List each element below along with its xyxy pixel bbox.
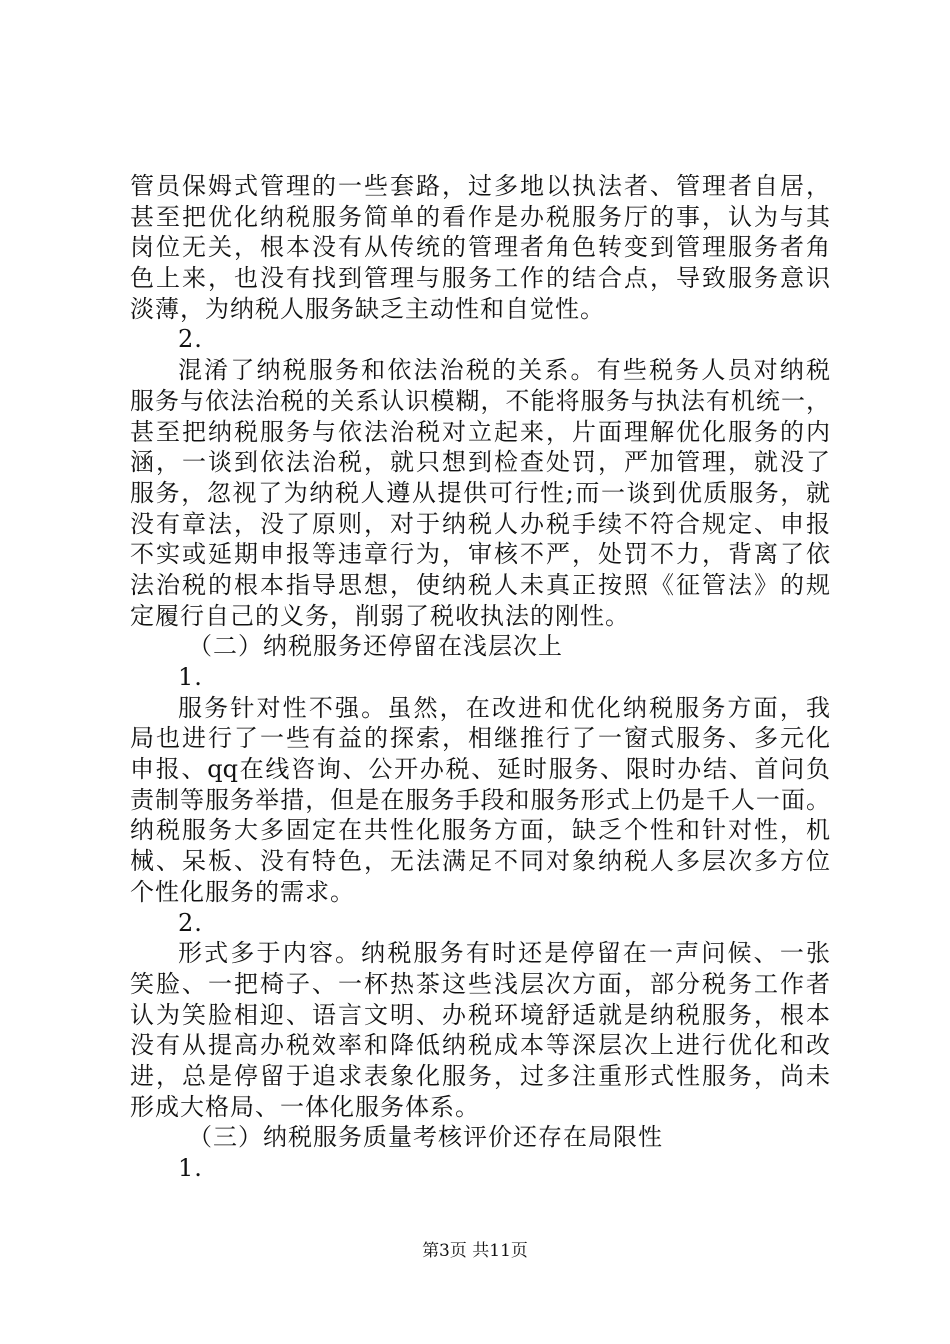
text-line: 局也进行了一些有益的探索，相继推行了一窗式服务、多元化: [130, 724, 830, 753]
text-line: 法治税的根本指导思想，使纳税人未真正按照《征管法》的规: [130, 570, 830, 599]
text-line: 混淆了纳税服务和依法治税的关系。有些税务人员对纳税: [178, 356, 830, 385]
item-number: 1.: [178, 1154, 203, 1182]
text-line: 色上来，也没有找到管理与服务工作的结合点，导致服务意识: [130, 264, 830, 293]
text-line: 淡薄，为纳税人服务缺乏主动性和自觉性。: [130, 294, 605, 323]
item-number: 1.: [178, 663, 203, 691]
text-line: 形成大格局、一体化服务体系。: [130, 1092, 480, 1121]
text-line: 没有从提高办税效率和降低纳税成本等深层次上进行优化和改: [130, 1031, 830, 1060]
text-line: 认为笑脸相迎、语言文明、办税环境舒适就是纳税服务，根本: [130, 1000, 830, 1029]
text-line: 械、呆板、没有特色，无法满足不同对象纳税人多层次多方位: [130, 847, 830, 876]
text-line: 笑脸、一把椅子、一杯热茶这些浅层次方面，部分税务工作者: [130, 969, 830, 998]
text-line: 服务针对性不强。虽然，在改进和优化纳税服务方面，我: [178, 693, 830, 722]
text-line: 服务，忽视了为纳税人遵从提供可行性;而一谈到优质服务，就: [130, 478, 830, 507]
text-line: 形式多于内容。纳税服务有时还是停留在一声问候、一张: [178, 939, 830, 968]
text-line: 甚至把纳税服务与依法治税对立起来，片面理解优化服务的内: [130, 417, 830, 446]
section-heading: （二）纳税服务还停留在浅层次上: [188, 632, 563, 661]
text-line: 甚至把优化纳税服务简单的看作是办税服务厅的事，认为与其: [130, 202, 830, 231]
text-line: 个性化服务的需求。: [130, 877, 355, 906]
page-footer: 第3页 共11页: [422, 1241, 528, 1261]
text-line: 纳税服务大多固定在共性化服务方面，缺乏个性和针对性，机: [130, 816, 830, 845]
text-line: 服务与依法治税的关系认识模糊，不能将服务与执法有机统一，: [130, 386, 830, 415]
text-line: 申报、qq在线咨询、公开办税、延时服务、限时办结、首问负: [130, 755, 830, 784]
document-body: [130, 171, 830, 1184]
item-number: 2.: [178, 908, 203, 937]
text-line: 不实或延期申报等违章行为，审核不严，处罚不力，背离了依: [130, 540, 830, 569]
text-line: 进，总是停留于追求表象化服务，过多注重形式性服务，尚未: [130, 1061, 830, 1090]
text-line: 没有章法，没了原则，对于纳税人办税手续不符合规定、申报: [130, 509, 830, 538]
text-line: 责制等服务举措，但是在服务手段和服务形式上仍是千人一面。: [130, 785, 830, 814]
text-line: 定履行自己的义务，削弱了税收执法的刚性。: [130, 601, 630, 630]
item-number: 2.: [178, 325, 203, 354]
text-line: 涵，一谈到依法治税，就只想到检查处罚，严加管理，就没了: [130, 448, 830, 477]
text-line: 岗位无关，根本没有从传统的管理者角色转变到管理服务者角: [130, 233, 830, 262]
section-heading: （三）纳税服务质量考核评价还存在局限性: [188, 1123, 663, 1152]
text-line: 管员保姆式管理的一些套路，过多地以执法者、管理者自居，: [130, 172, 830, 200]
